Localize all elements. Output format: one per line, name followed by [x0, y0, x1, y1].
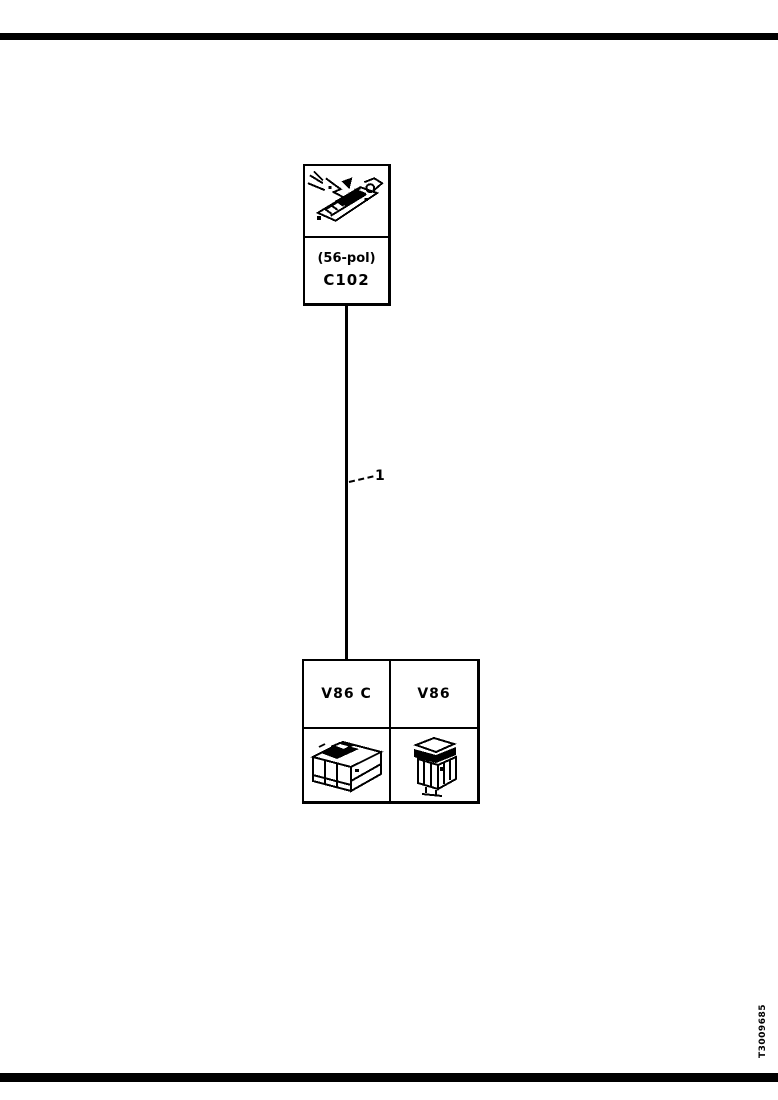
bottom-rule [0, 1073, 778, 1082]
connector-id-label: C102 [323, 271, 370, 289]
connector-pin-count-label: (56-pol) [317, 251, 376, 266]
component-cell-v86[interactable] [391, 661, 477, 729]
component-label-v86c: V86 C [321, 686, 372, 702]
solenoid-valve-illustration [404, 733, 464, 797]
component-drawing-cell-left[interactable] [304, 729, 391, 801]
connector-56pin-illustration [305, 168, 388, 234]
component-cell-v86c[interactable] [304, 661, 391, 729]
figure-code-label: T3009685 [758, 1004, 768, 1058]
top-rule [0, 33, 778, 40]
component-grid [302, 659, 480, 804]
callout-leader-line [349, 475, 374, 483]
relay-block-illustration [307, 733, 387, 797]
connector-56pin-drawing [305, 166, 388, 238]
connector-box-c102[interactable] [303, 164, 391, 306]
harness-cable-line [345, 304, 348, 661]
component-drawing-cell-right[interactable] [391, 729, 477, 801]
component-label-v86: V86 [417, 686, 451, 702]
callout-number[interactable]: 1 [375, 468, 385, 484]
